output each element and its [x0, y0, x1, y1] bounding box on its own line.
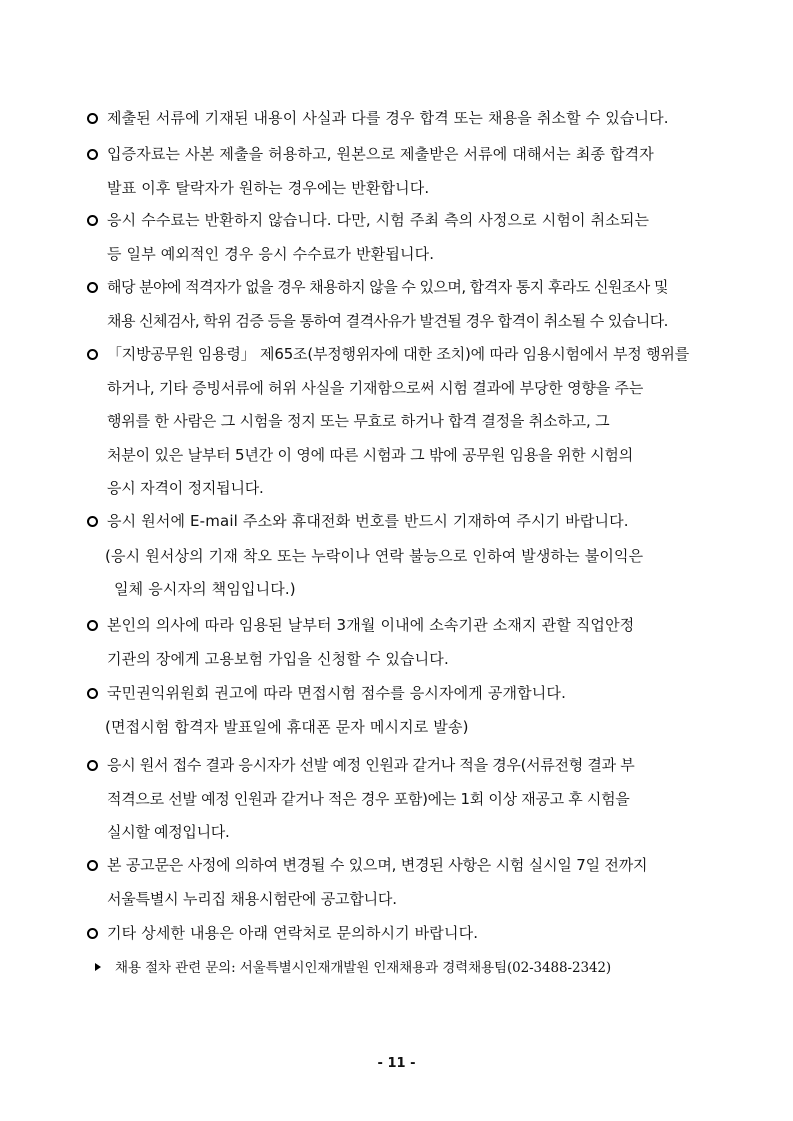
circle-bullet-icon: [87, 349, 98, 360]
notice-text: [107, 338, 737, 506]
text-line: 행위를 한 사람은 그 시험을 정지 또는 무효로 하거나 합격 결정을 취소하고, 그: [107, 412, 610, 430]
notice-text: [107, 204, 737, 271]
text-line: 실시할 예정입니다.: [107, 823, 230, 841]
text-line: 본 공고문은 사정에 의하여 변경될 수 있으며, 변경된 사항은 시험 실시일 7일 전까지: [107, 856, 648, 874]
circle-bullet-icon: [87, 282, 98, 293]
text-line: 제출된 서류에 기재된 내용이 사실과 다를 경우 합격 또는 채용을 취소할 수 있습니다.: [107, 109, 669, 127]
text-line: 기관의 장에게 고용보험 가입을 신청할 수 있습니다.: [107, 649, 449, 668]
circle-bullet-icon: [87, 688, 98, 699]
circle-bullet-icon: [87, 516, 98, 527]
notice-text: [107, 609, 737, 676]
email-note: [105, 540, 735, 606]
text-line: 해당 분야에 적격자가 없을 경우 채용하지 않을 수 있으며, 합격자 통지 후라도 신원조사 및: [107, 278, 668, 296]
notice-text: [107, 138, 737, 205]
circle-bullet-icon: [87, 620, 98, 631]
notice-text: [107, 271, 737, 338]
text-line: 국민권익위원회 권고에 따라 면접시험 점수를 응시자에게 공개합니다.: [107, 684, 566, 702]
triangle-right-icon: [95, 963, 101, 971]
text-line: 기타 상세한 내용은 아래 연락처로 문의하시기 바랍니다.: [107, 924, 479, 942]
text-line: 응시 원서에 E-mail 주소와 휴대전화 번호를 반드시 기재하여 주시기 바랍니다.: [107, 512, 629, 530]
interview-note: [105, 711, 735, 744]
text-line: 등 일부 예외적인 경우 응시 수수료가 반환됩니다.: [107, 244, 435, 263]
text-line: 채용 신체검사, 학위 검증 등을 통하여 결격사유가 발견될 경우 합격이 취소될 수 있습니다.: [107, 311, 668, 330]
text-line: 입증자료는 사본 제출을 허용하고, 원본으로 제출받은 서류에 대해서는 최종 합격자: [107, 145, 654, 163]
page-number: - 11 -: [377, 1056, 416, 1071]
text-line: 응시 원서 접수 결과 응시자가 선발 예정 인원과 같거나 적을 경우(서류전형 결과 부: [107, 756, 635, 774]
note-line: (면접시험 합격자 발표일에 휴대폰 문자 메시지로 발송): [105, 718, 469, 736]
text-line: 응시 수수료는 반환하지 않습니다. 다만, 시험 주최 측의 사정으로 시험이 취소되는: [107, 211, 650, 229]
text-line: 본인의 의사에 따라 임용된 날부터 3개월 이내에 소속기관 소재지 관할 직업안정: [107, 616, 635, 634]
text-line: 하거나, 기타 증빙서류에 허위 사실을 기재함으로써 시험 결과에 부당한 영향을 주는: [107, 378, 644, 397]
text-line: 적격으로 선발 예정 인원과 같거나 적은 경우 포함)에는 1회 이상 재공고 후 시험을: [107, 789, 630, 808]
notice-text: [107, 102, 737, 136]
text-line: 응시 자격이 정지됩니다.: [107, 479, 264, 497]
contact-text: 채용 절차 관련 문의: 서울특별시인재개발원 인재채용과 경력채용팀(02-3488-2342): [115, 960, 612, 976]
notice-text: [107, 677, 737, 711]
notice-text: [107, 849, 737, 916]
circle-bullet-icon: [87, 113, 98, 124]
notice-text: [107, 917, 737, 951]
circle-bullet-icon: [87, 928, 98, 939]
contact-info: [95, 956, 735, 980]
text-line: 「지방공무원 임용령」 제65조(부정행위자에 대한 조치)에 따라 임용시험에서 부정 행위를: [107, 345, 689, 363]
circle-bullet-icon: [87, 860, 98, 871]
notice-text: [107, 505, 737, 539]
circle-bullet-icon: [87, 149, 98, 160]
text-line: 발표 이후 탈락자가 원하는 경우에는 반환합니다.: [107, 178, 430, 197]
text-line: 서울특별시 누리집 채용시험란에 공고합니다.: [107, 889, 397, 908]
note-line: 일체 응시자의 책임입니다.): [114, 580, 296, 598]
circle-bullet-icon: [87, 760, 98, 771]
notice-text: [107, 749, 737, 850]
circle-bullet-icon: [87, 215, 98, 226]
text-line: 처분이 있은 날부터 5년간 이 영에 따른 시험과 그 밖에 공무원 임용을 위한 시험의: [107, 445, 634, 464]
note-line: (응시 원서상의 기재 착오 또는 누락이나 연락 불능으로 인하여 발생하는 불이익은: [105, 547, 644, 565]
